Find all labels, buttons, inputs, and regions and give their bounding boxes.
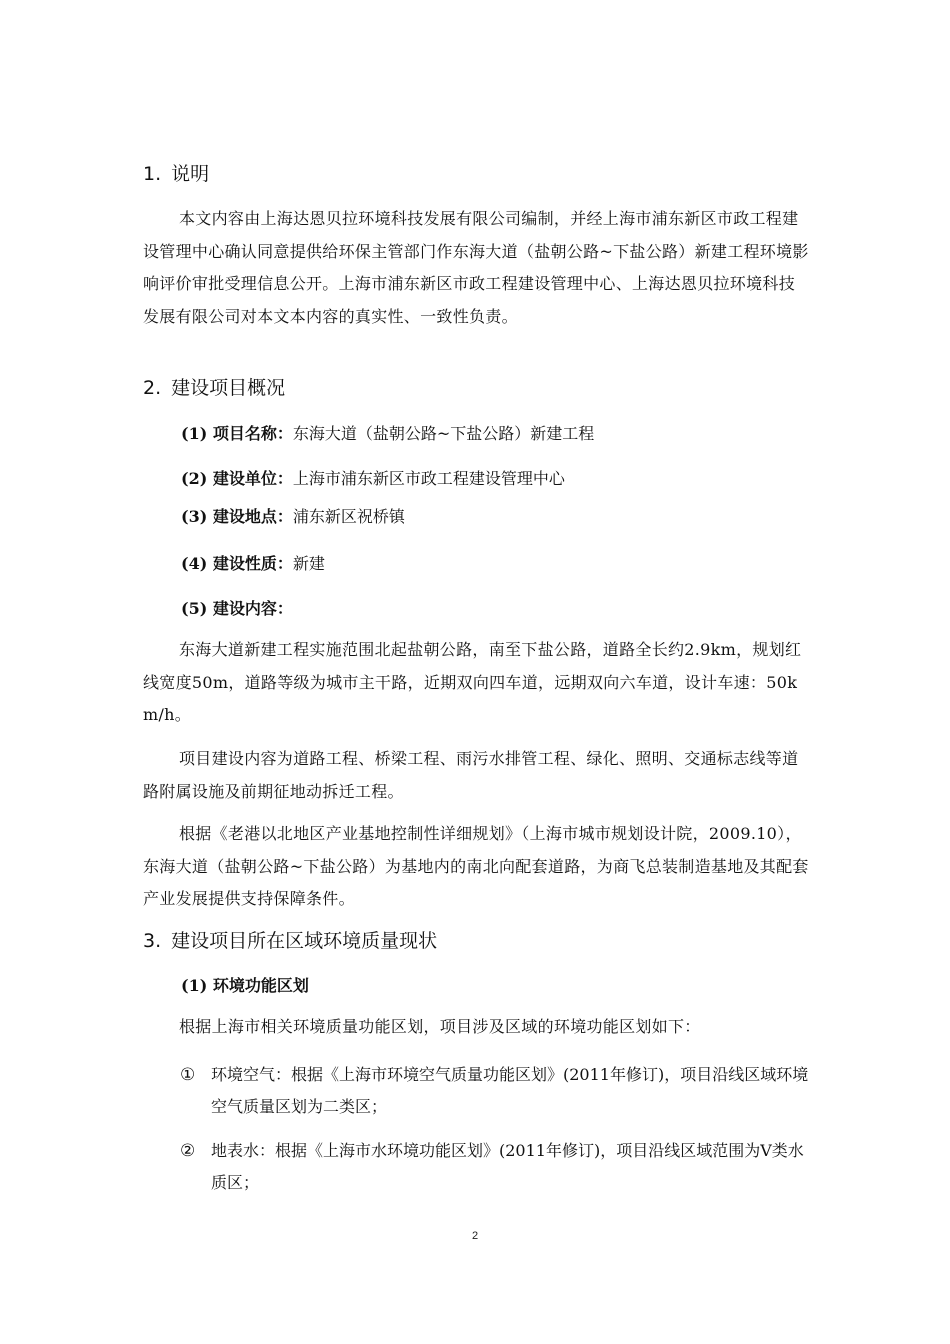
bullet-text: 环境空气：根据《上海市环境空气质量功能区划》(2011年修订)，项目沿线区域环境空气质量区划为二类区； [211,1065,809,1116]
item-value: 新建 [292,554,325,573]
item-label: (3) 建设地点： [181,507,293,526]
section-2-title: 建设项目概况 [171,377,286,399]
item-label: (1) 项目名称： [181,424,293,443]
page-number: 2 [471,1230,479,1242]
section-2-number: 2. [143,377,162,399]
item-value: 东海大道（盐朝公路~下盐公路）新建工程 [292,424,595,443]
planning-basis-paragraph: 根据《老港以北地区产业基地控制性详细规划》（上海市城市规划设计院，2009.10），东海大道（盐朝公路~下盐公路）为基地内的南北向配套道路，为商飞总装制造基地及其配套产业发展提供支持保障条件。 [143,824,809,909]
environmental-zoning-subheading [181,974,309,998]
item-label: (5) 建设内容： [181,599,293,618]
section-1-heading [143,161,209,187]
circled-two-marker: ② [180,1141,196,1161]
construction-content-paragraph: 项目建设内容为道路工程、桥梁工程、雨污水排管工程、绿化、照明、交通标志线等道路附属设施及前期征地动拆迁工程。 [143,749,799,801]
item-label: (4) 建设性质： [181,554,293,573]
section-2-heading [143,375,285,401]
item-value: 上海市浦东新区市政工程建设管理中心 [292,469,565,488]
project-name-item [181,422,594,446]
section-1-title: 说明 [171,163,210,185]
section-1-paragraph: 本文内容由上海达恩贝拉环境科技发展有限公司编制，并经上海市浦东新区市政工程建设管理中心确认同意提供给环保主管部门作东海大道（盐朝公路~下盐公路）新建工程环境影响评价审批受理信息公开。上海市浦东新区市政工程建设管理中心、上海达恩贝拉环境科技发展有限公司对本文本内容的真实性、一致性负责。 [143,209,809,326]
bullet-text: 地表水：根据《上海市水环境功能区划》(2011年修订)，项目沿线区域范围为Ⅴ类水质区； [211,1141,804,1192]
water-zoning-bullet [180,1135,810,1199]
section-3-number: 3. [143,930,162,952]
item-label: (2) 建设单位： [181,469,293,488]
construction-unit-item [181,467,565,491]
section-3-heading [143,928,437,954]
construction-scope-paragraph: 东海大道新建工程实施范围北起盐朝公路，南至下盐公路，道路全长约2.9km，规划红线宽度50m，道路等级为城市主干路，近期双向四车道，远期双向六车道，设计车速：50km/h。 [143,640,802,725]
zoning-intro-paragraph: 根据上海市相关环境质量功能区划，项目涉及区域的环境功能区划如下： [179,1017,701,1036]
item-value: 浦东新区祝桥镇 [292,507,405,526]
subheading-label: (1) 环境功能区划 [181,976,309,995]
construction-nature-item [181,552,325,576]
section-1-number: 1. [143,163,162,185]
circled-one-marker: ① [180,1065,196,1085]
air-zoning-bullet [180,1059,810,1123]
construction-content-item [181,597,293,621]
construction-site-item [181,505,405,529]
section-3-title: 建设项目所在区域环境质量现状 [171,930,438,952]
